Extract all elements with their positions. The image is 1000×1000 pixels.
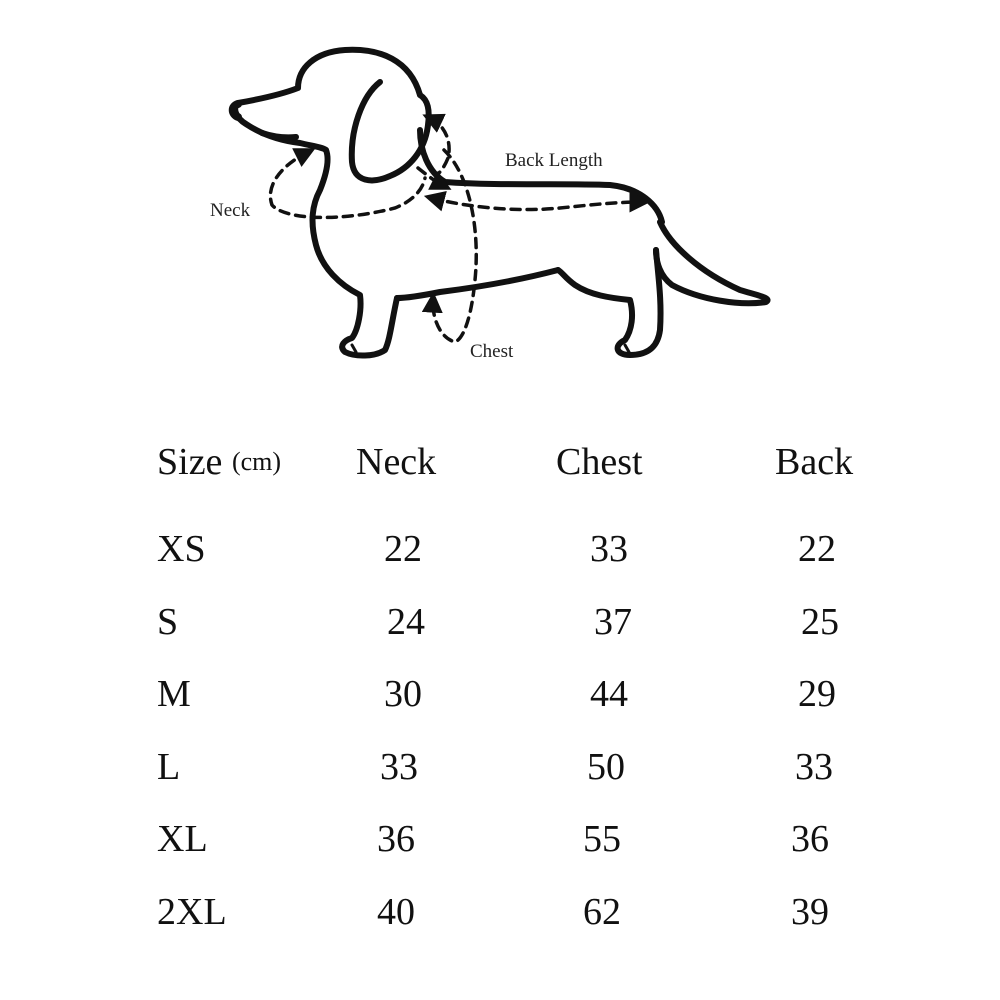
chest-cell: 62 xyxy=(583,891,621,933)
back-cell: 22 xyxy=(798,528,836,570)
neck-cell: 36 xyxy=(377,818,415,860)
chest-cell: 33 xyxy=(590,528,628,570)
dog-outline xyxy=(233,50,768,356)
header-neck: Neck xyxy=(356,441,437,483)
chest-cell: 44 xyxy=(590,673,628,715)
neck-cell: 22 xyxy=(384,528,422,570)
size-cell: 2XL xyxy=(157,891,227,933)
neck-cell: 33 xyxy=(380,746,418,788)
back-cell: 36 xyxy=(791,818,829,860)
chest-cell: 37 xyxy=(594,601,632,643)
back-cell: 39 xyxy=(791,891,829,933)
size-cell: S xyxy=(157,601,179,643)
chest-cell: 55 xyxy=(583,818,621,860)
back-cell: 33 xyxy=(795,746,833,788)
size-cell: XS xyxy=(157,528,206,570)
neck-label: Neck xyxy=(210,200,251,221)
neck-cell: 30 xyxy=(384,673,422,715)
chest-cell: 50 xyxy=(587,746,625,788)
header-size xyxy=(157,440,281,484)
header-back: Back xyxy=(775,441,854,483)
header-size-label: Size xyxy=(157,441,223,483)
size-cell: XL xyxy=(157,818,208,860)
size-cell: M xyxy=(157,673,191,715)
chest-label: Chest xyxy=(470,341,514,362)
size-chart-table xyxy=(0,440,1000,960)
back-cell: 29 xyxy=(798,673,836,715)
header-chest: Chest xyxy=(556,441,643,483)
header-unit-label: (cm) xyxy=(231,447,282,476)
neck-cell: 24 xyxy=(387,601,425,643)
dog-measurement-diagram xyxy=(0,0,1000,400)
back-length-label: Back Length xyxy=(505,150,603,171)
back-cell: 25 xyxy=(801,601,839,643)
size-cell: L xyxy=(157,746,181,788)
neck-cell: 40 xyxy=(377,891,415,933)
